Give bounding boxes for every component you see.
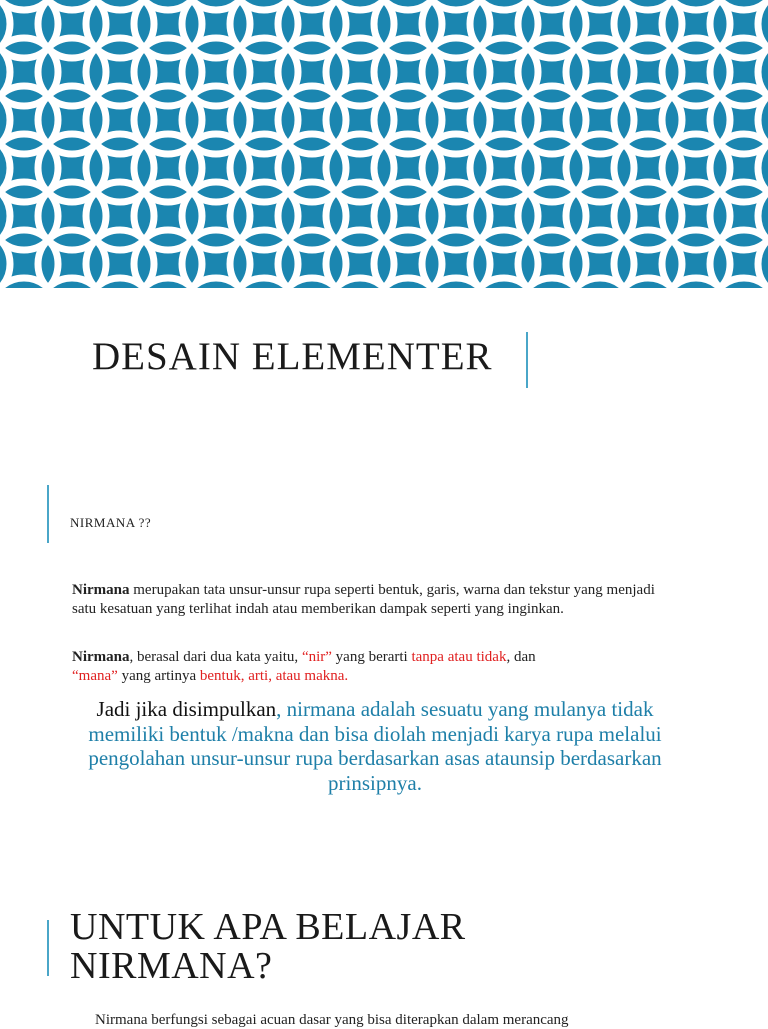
definition-paragraph bbox=[72, 581, 672, 619]
definition-text: merupakan tata unsur-unsur rupa seperti bentuk, garis, warna dan tekstur yang menjadi satu kesatuan yang terlihat indah atau memberikan dampak seperti yang inginkan. bbox=[72, 582, 655, 617]
mana-word: “mana” bbox=[72, 668, 118, 684]
slide3-body: Nirmana berfungsi sebagai acuan dasar yang bisa diterapkan dalam merancang bbox=[95, 1012, 569, 1028]
header-circle-pattern bbox=[0, 0, 768, 288]
slide3-title-line1: UNTUK APA BELAJAR bbox=[70, 906, 466, 948]
section-accent-bar bbox=[47, 485, 49, 543]
conclusion-tail: nsip berdasarkan prinsipnya. bbox=[328, 746, 662, 795]
section-heading: NIRMANA ?? bbox=[70, 515, 152, 530]
etymology-paragraph bbox=[72, 648, 672, 686]
slide3-title bbox=[70, 908, 466, 986]
nir-meaning: tanpa atau tidak bbox=[411, 649, 507, 665]
conclusion-lead: Jadi jika disimpulkan bbox=[96, 697, 277, 721]
nir-word: “nir” bbox=[301, 649, 332, 665]
slide3-title-line2: NIRMANA? bbox=[70, 945, 273, 987]
etymology-text: , berasal dari dua kata yaitu, bbox=[129, 649, 302, 665]
title-accent-bar bbox=[526, 332, 528, 388]
term-bold: Nirmana bbox=[72, 649, 130, 665]
etymology-text: , dan bbox=[506, 649, 536, 665]
page-title: DESAIN ELEMENTER bbox=[92, 335, 493, 378]
term-bold: Nirmana bbox=[72, 582, 130, 598]
slide3-accent-bar bbox=[47, 920, 49, 976]
mana-meaning: bentuk, arti, atau makna. bbox=[199, 668, 349, 684]
conclusion-text bbox=[70, 697, 680, 795]
conclusion-body: , nirmana adalah sesuatu yang mulanya tidak memiliki bentuk /makna dan bisa diolah menjadi karya rupa melalui pengolahan unsur-unsur rupa berdasarkan asas atau bbox=[88, 697, 662, 770]
etymology-text: yang berarti bbox=[331, 649, 412, 665]
etymology-text: yang artinya bbox=[117, 668, 200, 684]
